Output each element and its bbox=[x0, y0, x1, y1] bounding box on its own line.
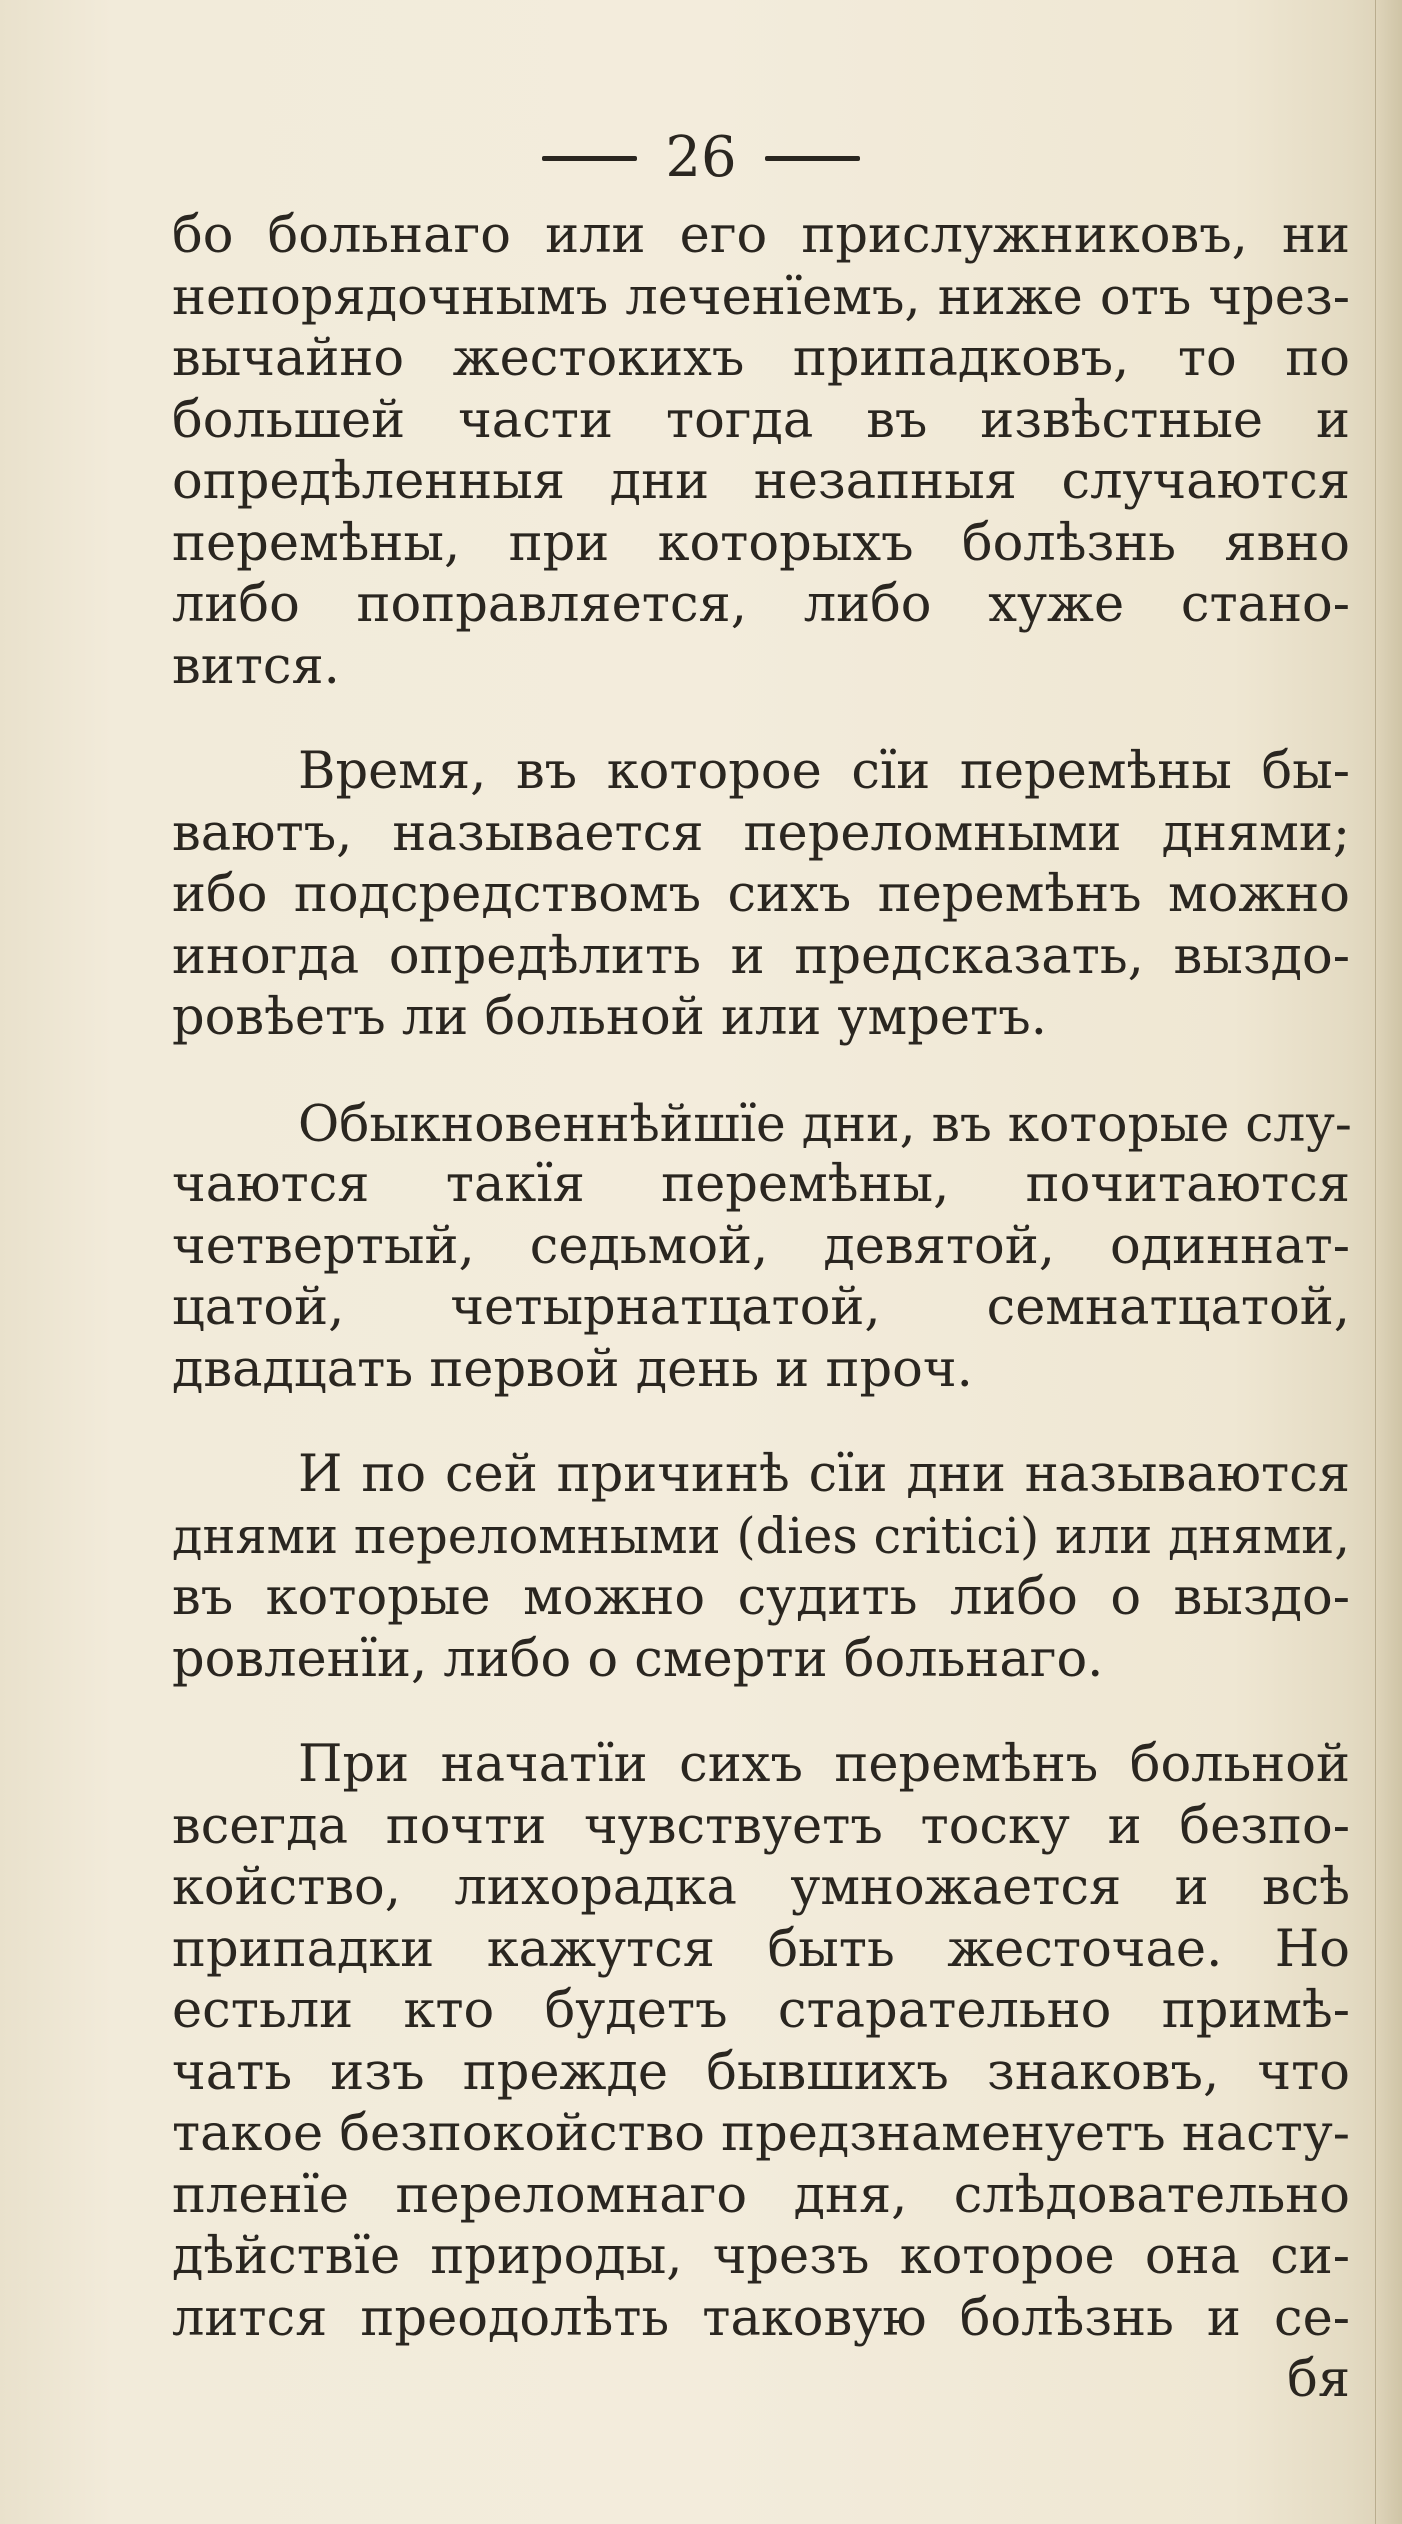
text-line: бо больнаго или его прислужниковъ, ни bbox=[172, 206, 1350, 265]
text-line: четвертый, седьмой, девятой, одиннат- bbox=[172, 1216, 1350, 1276]
page-edge bbox=[1375, 0, 1402, 2524]
page-number: 26 bbox=[665, 125, 737, 190]
paragraph-5 bbox=[172, 1734, 1350, 2411]
text-line: койство, лихорадка умножается и всѣ bbox=[172, 1858, 1350, 1917]
header-dash-left bbox=[542, 156, 637, 161]
paragraph-2 bbox=[172, 741, 1350, 1049]
text-line: пленїе переломнаго дня, слѣдовательно bbox=[172, 2165, 1350, 2225]
text-line: иногда опредѣлить и предсказать, выздо- bbox=[172, 926, 1350, 986]
text-line: вится. bbox=[172, 636, 340, 696]
text-line: ваютъ, называется переломными днями; bbox=[172, 803, 1350, 863]
text-line: припадки кажутся быть жесточае. Но bbox=[172, 1919, 1350, 1979]
text-line: двадцать первой день и проч. bbox=[172, 1339, 973, 1399]
text-line: всегда почти чувствуетъ тоску и безпо- bbox=[172, 1796, 1350, 1856]
text-line: Обыкновеннѣйшїе дни, въ которые слу- bbox=[298, 1093, 1352, 1153]
text-line: ровѣетъ ли больной или умретъ. bbox=[172, 988, 1047, 1047]
catchword: бя bbox=[1287, 2350, 1350, 2409]
text-line: ибо подсредствомъ сихъ перемѣнъ можно bbox=[172, 865, 1350, 924]
text-line: ровленїи, либо о смерти больнаго. bbox=[172, 1629, 1104, 1689]
text-line: цатой, четырнатцатой, семнатцатой, bbox=[172, 1278, 1350, 1337]
text-line: такое безпокойство предзнаменуетъ насту- bbox=[172, 2104, 1350, 2163]
text-line: чать изъ прежде бывшихъ знаковъ, что bbox=[172, 2042, 1350, 2102]
text-line: естьли кто будетъ старательно примѣ- bbox=[172, 1981, 1350, 2040]
text-line: дѣйствїе природы, чрезъ которое она си- bbox=[172, 2227, 1350, 2286]
text-line: опредѣленныя дни незапныя случаются bbox=[172, 452, 1350, 511]
text-line: днями переломными (dies critici) или днями, bbox=[172, 1506, 1350, 1565]
text-line: либо поправляется, либо хуже стано- bbox=[172, 575, 1350, 634]
text-line: чаются такїя перемѣны, почитаются bbox=[172, 1155, 1350, 1214]
text-line: При начатїи сихъ перемѣнъ больной bbox=[298, 1735, 1350, 1794]
page-header bbox=[0, 118, 1402, 198]
text-line: лится преодолѣть таковую болѣзнь и се- bbox=[172, 2288, 1350, 2348]
text-line: И по сей причинѣ сїи дни называются bbox=[298, 1445, 1350, 1504]
page-body bbox=[172, 205, 1350, 2455]
text-line: большей части тогда въ извѣстные и bbox=[172, 390, 1350, 450]
header-dash-right bbox=[765, 156, 860, 161]
text-line: Время, въ которое сїи перемѣны бы- bbox=[298, 742, 1350, 801]
paragraph-1 bbox=[172, 205, 1350, 697]
text-line: перемѣны, при которыхъ болѣзнь явно bbox=[172, 513, 1350, 573]
paragraph-4 bbox=[172, 1444, 1350, 1690]
paragraph-3 bbox=[172, 1093, 1350, 1401]
text-line: вычайно жестокихъ припадковъ, то по bbox=[172, 329, 1350, 388]
text-line: непорядочнымъ леченїемъ, ниже отъ чрез- bbox=[172, 267, 1350, 327]
text-line: въ которые можно судить либо о выздо- bbox=[172, 1568, 1350, 1627]
